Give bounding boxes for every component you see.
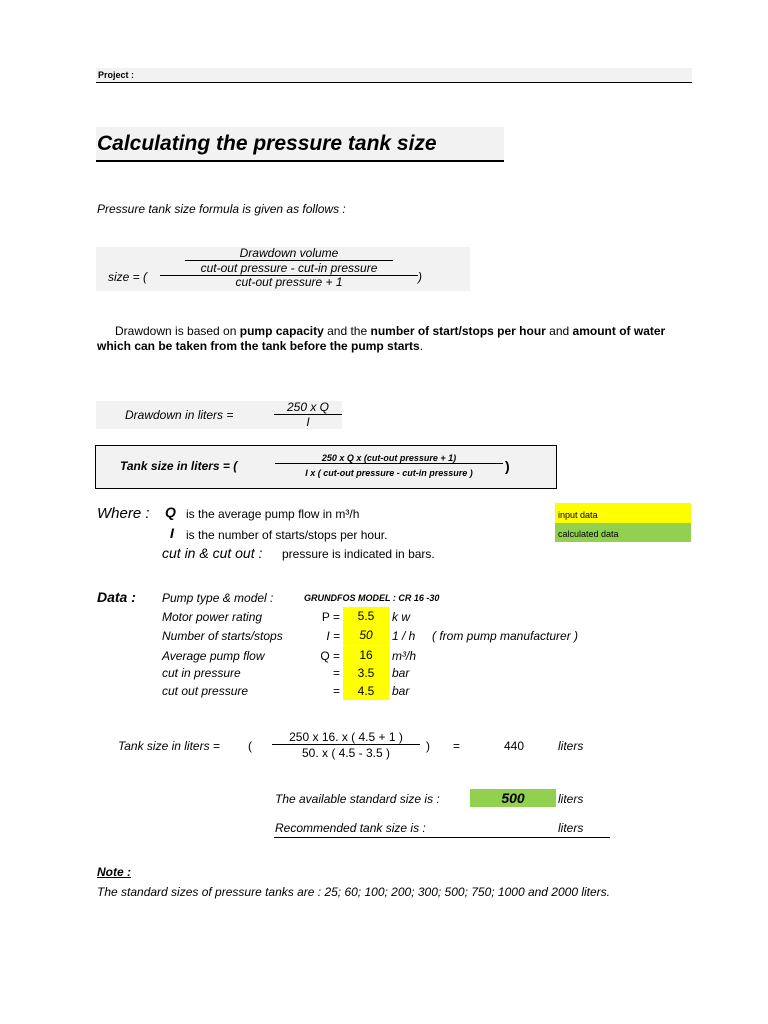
tank-formula-numerator: 250 x Q x (cut-out pressure + 1) — [275, 453, 503, 464]
motor-power-symbol: P = — [321, 610, 340, 624]
standard-size-value: 500 — [470, 789, 556, 807]
q-description: is the average pump flow in m³/h — [186, 507, 360, 521]
para-text-1: Drawdown is based on — [115, 324, 240, 338]
calc-close: ) — [426, 739, 430, 753]
note-text: The standard sizes of pressure tanks are : 25; 60; 100; 200; 300; 500; 750; 1000 and 2000 liters. — [97, 885, 611, 899]
formula-size-label: size = ( — [108, 270, 148, 284]
page-title: Calculating the pressure tank size — [97, 132, 437, 155]
drawdown-numerator: 250 x Q — [274, 400, 342, 415]
cut-label: cut in & cut out : — [162, 545, 263, 561]
tank-formula-close: ) — [505, 458, 510, 474]
calc-label: Tank size in liters = — [118, 739, 220, 753]
recommended-label: Recommended tank size is : — [275, 821, 426, 835]
pump-flow-label: Average pump flow — [162, 649, 265, 663]
cut-out-label: cut out pressure — [162, 684, 249, 698]
calc-numerator: 250 x 16. x ( 4.5 + 1 ) — [272, 730, 420, 745]
starts-stops-unit: 1 / h — [392, 629, 416, 643]
cut-out-symbol: = — [332, 684, 340, 698]
para-text-4: . — [419, 339, 424, 353]
calc-open: ( — [248, 739, 252, 753]
q-symbol: Q — [165, 504, 176, 520]
calc-result: 440 — [504, 739, 525, 753]
drawdown-label: Drawdown in liters = — [125, 408, 234, 422]
cut-in-value[interactable]: 3.5 — [343, 664, 389, 682]
cut-in-label: cut in pressure — [162, 666, 241, 680]
note-title: Note : — [97, 865, 131, 879]
cut-out-value[interactable]: 4.5 — [343, 682, 389, 700]
motor-power-label: Motor power rating — [162, 610, 263, 624]
starts-stops-symbol: I = — [326, 629, 340, 643]
cut-in-symbol: = — [332, 666, 340, 680]
starts-stops-value[interactable]: 50 — [343, 626, 389, 645]
intro-text: Pressure tank size formula is given as follows : — [97, 202, 346, 216]
cut-in-unit: bar — [392, 666, 410, 680]
manufacturer-note: ( from pump manufacturer ) — [432, 629, 579, 643]
cut-description: pressure is indicated in bars. — [282, 547, 435, 561]
pump-type-label: Pump type & model : — [162, 591, 274, 605]
tank-formula-denominator: I x ( cut-out pressure - cut-in pressure ) — [305, 468, 473, 478]
cut-out-unit: bar — [392, 684, 410, 698]
standard-size-unit: liters — [558, 792, 584, 806]
data-label: Data : — [97, 589, 136, 605]
drawdown-denominator: I — [306, 415, 310, 429]
calc-denominator: 50. x ( 4.5 - 3.5 ) — [301, 746, 391, 760]
para-bold-1: pump capacity — [239, 324, 324, 338]
project-label: Project : — [98, 70, 135, 80]
pump-flow-unit: m³/h — [392, 649, 416, 663]
pump-model: GRUNDFOS MODEL : CR 16 -30 — [304, 593, 440, 603]
drawdown-paragraph — [97, 324, 682, 354]
para-bold-2: number of start/stops per hour — [370, 324, 546, 338]
legend-input-label: input data — [558, 510, 598, 520]
para-text-2: and the — [323, 324, 371, 338]
tank-formula-label: Tank size in liters = ( — [120, 459, 238, 473]
para-text-3: and — [545, 324, 573, 338]
i-description: is the number of starts/stops per hour. — [186, 528, 388, 542]
formula-numerator: Drawdown volume — [185, 246, 393, 261]
standard-size-label: The available standard size is : — [275, 792, 440, 806]
where-label: Where : — [97, 505, 150, 522]
formula-close: ) — [418, 270, 422, 284]
motor-power-value[interactable]: 5.5 — [343, 607, 389, 626]
pump-flow-value[interactable]: 16 — [343, 646, 389, 665]
recommended-unit: liters — [558, 821, 584, 835]
formula-denominator: cut-out pressure + 1 — [235, 275, 343, 289]
i-symbol: I — [170, 525, 174, 541]
legend-calculated-label: calculated data — [558, 529, 619, 539]
formula-middle: cut-out pressure - cut-in pressure — [160, 261, 418, 276]
para-bold-3: amount of water which can be taken from the tank before the pump starts — [97, 324, 666, 353]
starts-stops-label: Number of starts/stops — [162, 629, 283, 643]
pump-flow-symbol: Q = — [320, 649, 340, 663]
motor-power-unit: k w — [392, 610, 410, 624]
calc-equals: = — [453, 739, 461, 753]
calc-unit: liters — [558, 739, 584, 753]
project-header — [96, 68, 692, 83]
